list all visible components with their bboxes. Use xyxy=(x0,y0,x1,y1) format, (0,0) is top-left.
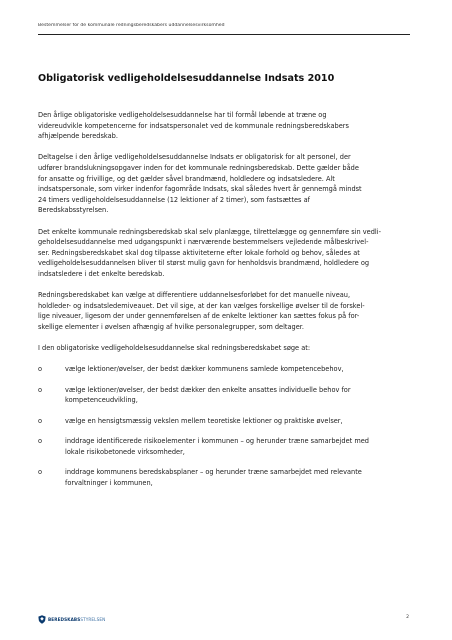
running-header: Bestemmelser for de kommunale redningsberedskabers uddannelsesvirksomhed xyxy=(38,23,225,28)
text-line: Det enkelte kommunale redningsberedskab skal selv planlægge, tilrettelægge og gennemføre sin vedli- xyxy=(38,227,381,236)
document-body xyxy=(38,110,418,498)
page-number: 2 xyxy=(406,615,409,620)
text-line: forvaltninger i kommunen, xyxy=(65,478,153,487)
text-line: lokale risikobetonede virksomheder, xyxy=(65,447,185,456)
text-line: geholdelsesuddannelse med udgangspunkt i nærværende bestemmelsers vejledende målbeskrivel- xyxy=(38,238,369,247)
text-line: vælge lektioner/øvelser, der bedst dækker kommunens samlede kompetencebehov, xyxy=(65,365,344,374)
text-line: vælge en hensigtsmæssig vekslen mellem teoretiske lektioner og praktiske øvelser, xyxy=(65,416,343,425)
beredskabsstyrelsen-logo xyxy=(38,614,105,624)
logo-text-strong: BEREDSKABS xyxy=(48,616,81,622)
bullet-marker: o xyxy=(38,468,43,476)
text-line: vedligeholdelsesuddannelsen bliver til størst mulig gavn for henholdsvis brandmænd, holdledere og xyxy=(38,259,370,268)
text-line: holdleder- og indsatsledemiveauet. Det vil sige, at der kan vælges forskellige øvelser til de forskel- xyxy=(38,301,365,310)
requirements-list xyxy=(38,364,418,488)
list-item xyxy=(38,436,418,457)
text-line: kompetenceudvikling, xyxy=(65,396,138,405)
logo-text-light: STYRELSEN xyxy=(80,616,106,622)
text-line: Den årlige obligatoriske vedligeholdelsesuddannelse har til formål løbende at træne og xyxy=(38,111,327,119)
paragraph-differentiation xyxy=(38,290,418,332)
text-line: 24 timers vedligeholdelsesuddannelse (12 lektioner af 2 timer), som fastsættes af xyxy=(38,195,310,204)
list-item xyxy=(38,385,418,406)
text-line: Beredskabsstyrelsen. xyxy=(38,206,109,215)
text-line: vælge lektioner/øvelser, der bedst dækker den enkelte ansattes individuelle behov for xyxy=(65,385,351,394)
text-line: udfører brandslukningsopgaver inden for det kommunale redningsberedskab. Dette gælder både xyxy=(38,163,359,172)
text-line: skellige elementer i øvelsen afhængig af hvilke personalegrupper, som deltager. xyxy=(38,322,304,331)
text-line: Deltagelse i den årlige vedligeholdelsesuddannelse Indsats er obligatorisk for alt personel, der xyxy=(38,153,351,162)
text-line: for ansatte og frivillige, og det gælder såvel brandmænd, holdledere og indsatsledere. Alt xyxy=(38,174,335,183)
paragraph-planning xyxy=(38,227,418,280)
text-line: ser. Redningsberedskabet skal dog tilpasse aktiviteterne efter lokale forhold og behov, således at xyxy=(38,248,360,257)
bullet-marker: o xyxy=(38,437,43,446)
bullet-marker: o xyxy=(38,365,43,374)
text-line: inddrage identificerede risikoelementer i kommunen – og herunder træne samarbejdet med xyxy=(65,437,369,446)
paragraph-purpose xyxy=(38,110,418,142)
text-line: I den obligatoriske vedligeholdelsesuddannelse skal redningsberedskabet søge at: xyxy=(38,344,311,353)
paragraph-intro-list xyxy=(38,343,418,354)
text-line: inddrage kommunens beredskabsplaner – og herunder træne samarbejdet med relevante xyxy=(65,468,362,476)
paragraph-participation xyxy=(38,152,418,216)
text-line: videreudvikle kompetencerne for indsatspersonalet ved de kommunale redningsberedskabers xyxy=(38,121,349,130)
document-title: Obligatorisk vedligeholdelsesuddannelse Indsats 2010 xyxy=(38,73,335,84)
list-item xyxy=(38,467,418,488)
list-item xyxy=(38,416,418,427)
logo-text xyxy=(48,617,105,622)
bullet-marker: o xyxy=(38,416,43,425)
bullet-marker: o xyxy=(38,385,43,394)
text-line: afhjælpende beredskab. xyxy=(38,132,118,141)
list-item xyxy=(38,364,418,375)
text-line: indsatspersonale, som virker indenfor fagområde Indsats, skal således hvert år gennemgå mindst xyxy=(38,185,362,194)
header-divider xyxy=(38,34,410,35)
text-line: Redningsberedskabet kan vælge at differentiere uddannelsesforløbet for det manuelle niveau, xyxy=(38,291,351,300)
text-line: indsatsledere i det enkelte beredskab. xyxy=(38,269,165,278)
shield-icon xyxy=(38,615,46,624)
text-line: lige niveauer, ligesom der under gennemførelsen af de enkelte lektioner kan sættes fokus på for- xyxy=(38,312,360,321)
